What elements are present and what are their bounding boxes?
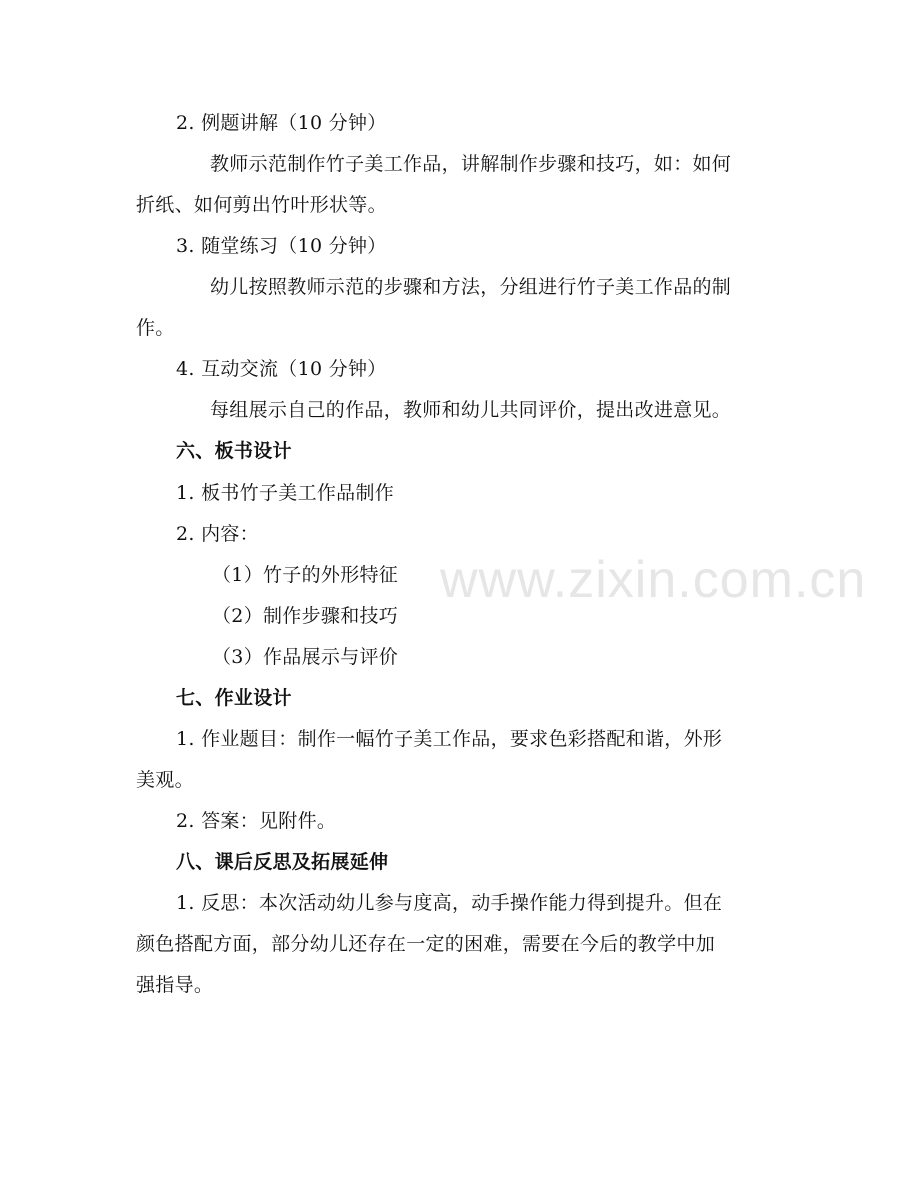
list-item: 2. 内容： xyxy=(176,523,259,545)
sub-list-item: （2）制作步骤和技巧 xyxy=(212,605,399,627)
section-heading-board-design: 六、板书设计 xyxy=(176,440,292,462)
paragraph-line: 强指导。 xyxy=(136,974,214,996)
list-item-example-explanation: 2. 例题讲解（10 分钟） xyxy=(176,112,387,134)
paragraph-line: 折纸、如何剪出竹叶形状等。 xyxy=(136,194,387,216)
section-heading-reflection: 八、课后反思及拓展延伸 xyxy=(176,851,389,873)
list-item: 1. 作业题目：制作一幅竹子美工作品，要求色彩搭配和谐，外形 xyxy=(176,728,723,750)
list-item: 1. 板书竹子美工作品制作 xyxy=(176,482,395,504)
sub-list-item: （1）竹子的外形特征 xyxy=(212,564,399,586)
list-item: 1. 反思：本次活动幼儿参与度高，动手操作能力得到提升。但在 xyxy=(176,892,723,914)
list-item-interaction: 4. 互动交流（10 分钟） xyxy=(176,358,387,380)
paragraph-line: 作。 xyxy=(136,317,175,339)
paragraph-line: 教师示范制作竹子美工作品，讲解制作步骤和技巧，如：如何 xyxy=(210,153,732,175)
sub-list-item: （3）作品展示与评价 xyxy=(212,646,399,668)
paragraph-line: 幼儿按照教师示范的步骤和方法，分组进行竹子美工作品的制 xyxy=(210,276,732,298)
list-item: 2. 答案：见附件。 xyxy=(176,810,337,832)
section-heading-homework: 七、作业设计 xyxy=(176,687,292,709)
paragraph-line: 每组展示自己的作品，教师和幼儿共同评价，提出改进意见。 xyxy=(210,399,732,421)
watermark: www.zixin.com.cn xyxy=(440,551,867,609)
list-item-practice: 3. 随堂练习（10 分钟） xyxy=(176,235,387,257)
paragraph-line: 颜色搭配方面，部分幼儿还存在一定的困难，需要在今后的教学中加 xyxy=(136,933,716,955)
paragraph-line: 美观。 xyxy=(136,769,194,791)
